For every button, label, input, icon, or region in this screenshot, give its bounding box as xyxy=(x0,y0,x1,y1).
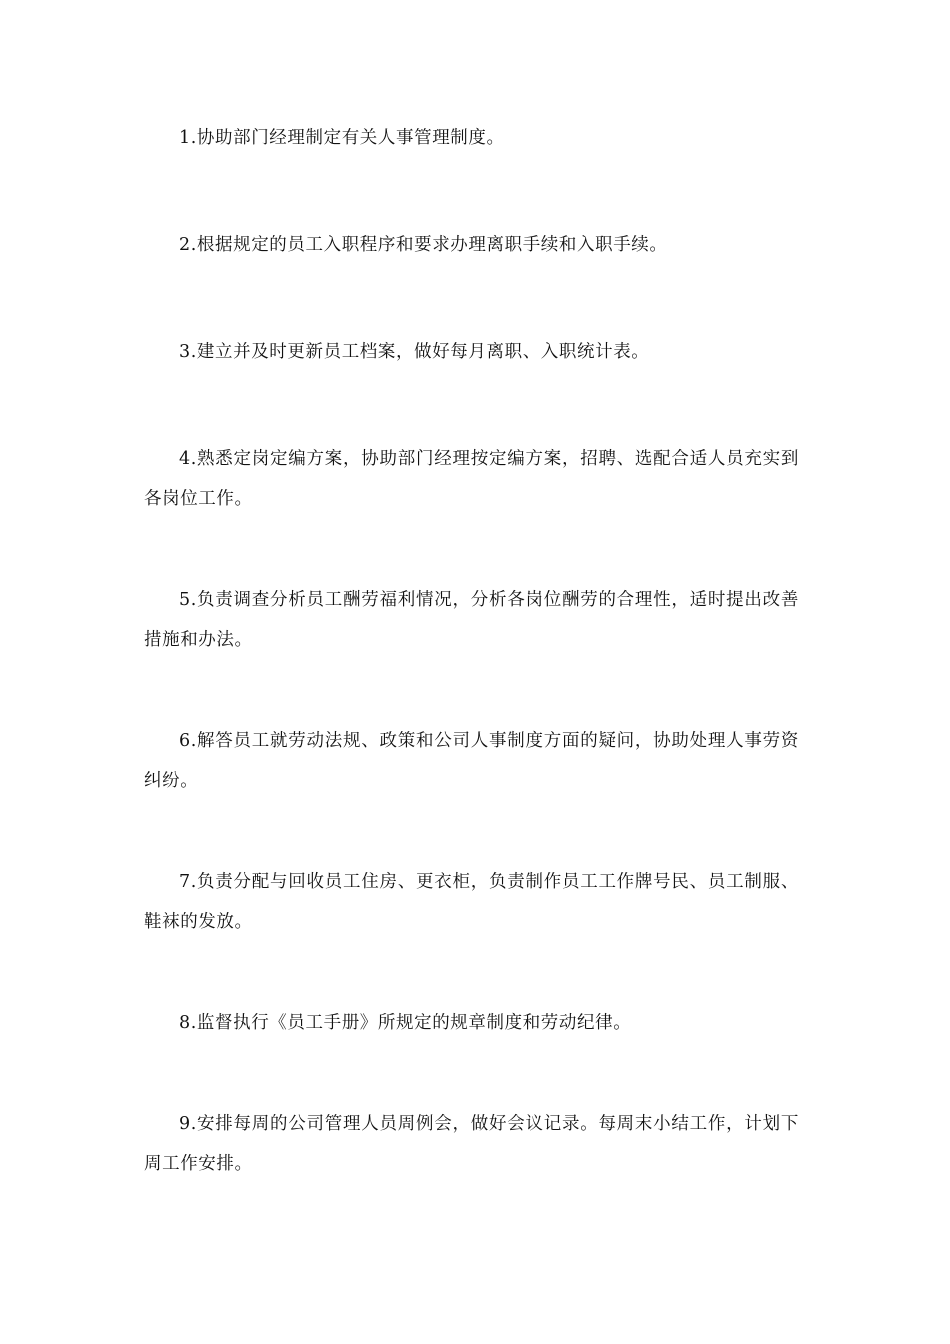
paragraph-item-5: 5.负责调查分析员工酬劳福利情况，分析各岗位酬劳的合理性，适时提出改善措施和办法。 xyxy=(144,590,799,650)
paragraph-item-8: 8.监督执行《员工手册》所规定的规章制度和劳动纪律。 xyxy=(179,1013,632,1033)
paragraph-item-2: 2.根据规定的员工入职程序和要求办理离职手续和入职手续。 xyxy=(179,235,668,255)
paragraph-item-7: 7.负责分配与回收员工住房、更衣柜，负责制作员工工作牌号民、员工制服、鞋袜的发放。 xyxy=(144,872,799,932)
paragraph-item-4: 4.熟悉定岗定编方案，协助部门经理按定编方案，招聘、选配合适人员充实到各岗位工作。 xyxy=(144,449,799,509)
paragraph-item-9: 9.安排每周的公司管理人员周例会，做好会议记录。每周末小结工作，计划下周工作安排。 xyxy=(144,1114,799,1174)
paragraph-item-1: 1.协助部门经理制定有关人事管理制度。 xyxy=(179,128,505,148)
document-body xyxy=(144,118,799,1184)
paragraph-item-3: 3.建立并及时更新员工档案，做好每月离职、入职统计表。 xyxy=(179,342,650,362)
paragraph-item-6: 6.解答员工就劳动法规、政策和公司人事制度方面的疑问，协助处理人事劳资纠纷。 xyxy=(144,731,799,791)
